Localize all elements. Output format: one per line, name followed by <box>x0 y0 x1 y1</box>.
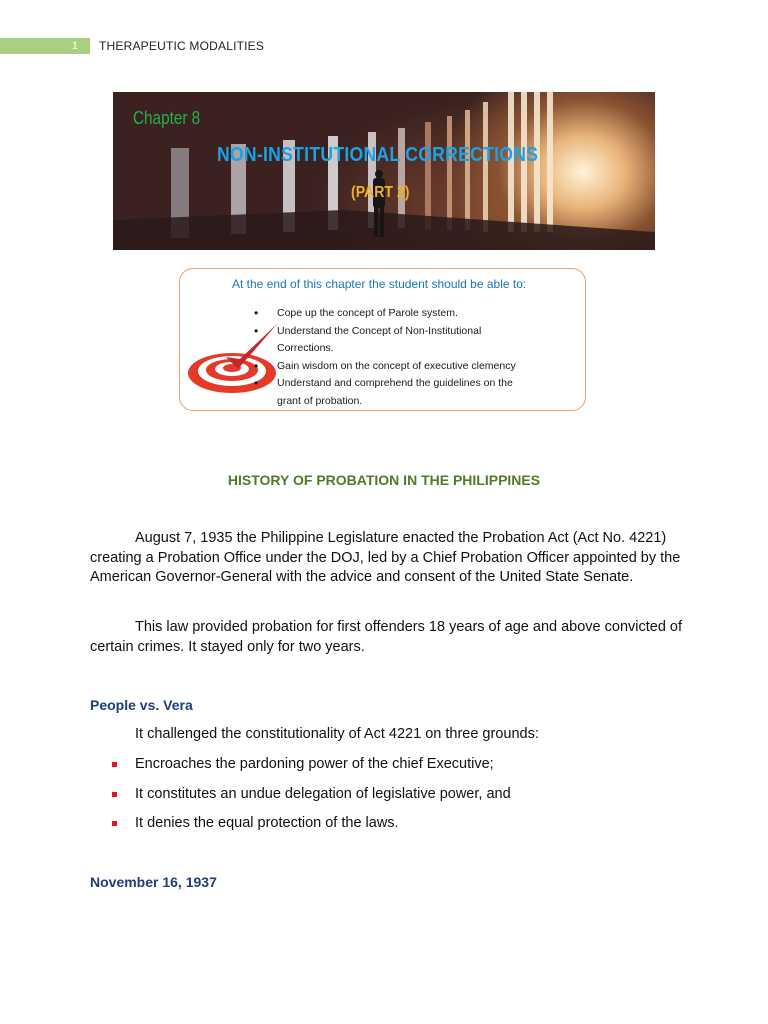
objectives-box <box>179 268 586 411</box>
objectives-list <box>254 305 524 410</box>
paragraph: August 7, 1935 the Philippine Legislature enacted the Probation Act (Act No. 4221) creating a Probation Office under the DOJ, led by a Chief Probation Officer appointed by the American Governor-General with the advice and consent of the United State Senate. <box>90 530 681 585</box>
objective-item: • Cope up the concept of Parole system. <box>254 305 524 323</box>
ground-item: Encroaches the pardoning power of the chief Executive; <box>110 755 511 775</box>
objective-item: • Gain wisdom on the concept of executive clemency <box>254 358 524 376</box>
ground-item: It constitutes an undue delegation of legislative power, and <box>110 785 511 805</box>
objectives-heading: At the end of this chapter the student should be able to: <box>232 277 527 291</box>
objective-item: • Understand and comprehend the guidelines on the grant of probation. <box>254 375 524 410</box>
paragraph: This law provided probation for first offenders 18 years of age and above convicted of certain crimes. It stayed only for two years. <box>90 619 683 655</box>
running-title: THERAPEUTIC MODALITIES <box>99 39 265 53</box>
section-heading: HISTORY OF PROBATION IN THE PHILIPPINES <box>227 472 541 488</box>
grounds-list <box>110 755 511 844</box>
chapter-banner <box>113 92 655 250</box>
chapter-title: NON-INSTITUTIONAL CORRECTIONS <box>217 144 539 166</box>
chapter-label: Chapter 8 <box>133 108 201 128</box>
case-heading: People vs. Vera <box>90 697 193 713</box>
case-intro: It challenged the constitutionality of Act 4221 on three grounds: <box>135 726 539 742</box>
ground-item: It denies the equal protection of the laws. <box>110 814 511 834</box>
chapter-subtitle: (PART 2) <box>351 184 410 201</box>
objective-item: • Understand the Concept of Non-Institutional Corrections. <box>254 323 524 358</box>
date-heading: November 16, 1937 <box>90 874 217 890</box>
page-number: 1 <box>0 38 90 54</box>
